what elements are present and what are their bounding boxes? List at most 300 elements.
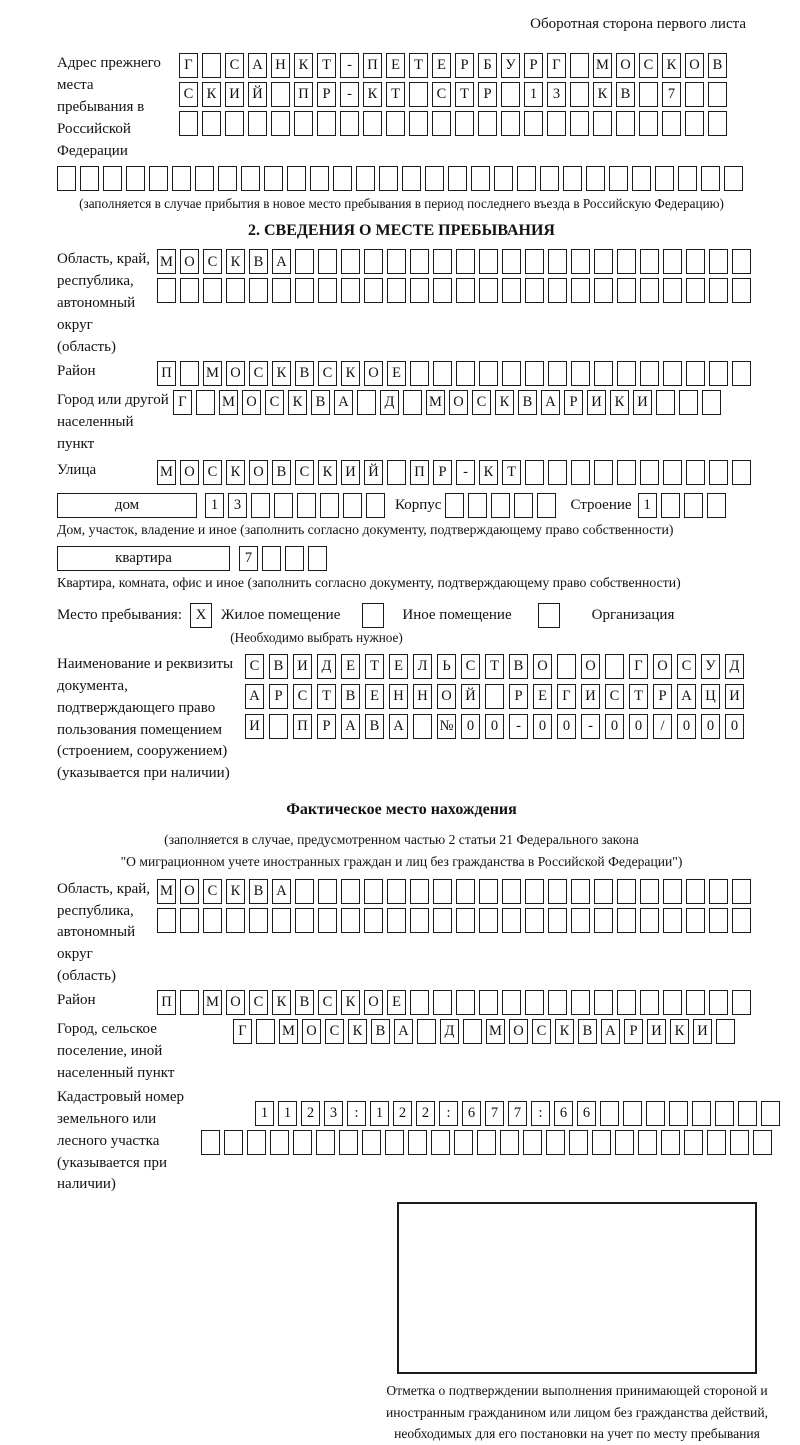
char-cell[interactable] <box>732 879 751 904</box>
char-cell[interactable]: Р <box>653 684 672 709</box>
char-cell[interactable]: 0 <box>461 714 480 739</box>
char-cell[interactable]: Т <box>502 460 521 485</box>
char-cell[interactable]: 0 <box>677 714 696 739</box>
char-cell[interactable] <box>297 493 316 518</box>
char-cell[interactable] <box>433 249 452 274</box>
char-cell[interactable] <box>218 166 237 191</box>
char-cell[interactable]: 7 <box>485 1101 504 1126</box>
char-cell[interactable]: О <box>180 460 199 485</box>
char-cell[interactable]: К <box>226 460 245 485</box>
char-cell[interactable] <box>594 249 613 274</box>
char-cell[interactable]: Е <box>432 53 451 78</box>
char-cell[interactable] <box>410 249 429 274</box>
char-cell[interactable] <box>663 249 682 274</box>
char-cell[interactable] <box>557 654 576 679</box>
char-cell[interactable]: - <box>509 714 528 739</box>
char-cell[interactable] <box>686 361 705 386</box>
char-cell[interactable]: 1 <box>638 493 657 518</box>
char-cell[interactable] <box>525 249 544 274</box>
char-cell[interactable]: П <box>410 460 429 485</box>
char-cell[interactable] <box>468 493 487 518</box>
char-cell[interactable]: - <box>340 53 359 78</box>
char-cell[interactable]: И <box>293 654 312 679</box>
char-cell[interactable] <box>448 166 467 191</box>
char-cell[interactable]: М <box>279 1019 298 1044</box>
char-cell[interactable]: Т <box>386 82 405 107</box>
char-cell[interactable]: П <box>293 714 312 739</box>
char-cell[interactable] <box>686 249 705 274</box>
char-cell[interactable]: В <box>295 361 314 386</box>
char-cell[interactable] <box>684 493 703 518</box>
char-cell[interactable] <box>638 1130 657 1155</box>
char-cell[interactable]: С <box>295 460 314 485</box>
char-cell[interactable]: В <box>708 53 727 78</box>
char-cell[interactable]: П <box>363 53 382 78</box>
char-cell[interactable]: О <box>533 654 552 679</box>
char-cell[interactable] <box>180 908 199 933</box>
char-cell[interactable]: М <box>219 390 238 415</box>
char-cell[interactable]: Д <box>725 654 744 679</box>
char-cell[interactable] <box>456 990 475 1015</box>
char-cell[interactable] <box>525 278 544 303</box>
char-cell[interactable]: К <box>610 390 629 415</box>
char-cell[interactable] <box>433 908 452 933</box>
char-cell[interactable] <box>364 249 383 274</box>
char-cell[interactable]: Е <box>365 684 384 709</box>
char-cell[interactable]: О <box>616 53 635 78</box>
char-cell[interactable] <box>684 1130 703 1155</box>
char-cell[interactable] <box>640 879 659 904</box>
char-cell[interactable]: В <box>578 1019 597 1044</box>
char-cell[interactable] <box>356 166 375 191</box>
char-cell[interactable]: М <box>486 1019 505 1044</box>
char-cell[interactable] <box>715 1101 734 1126</box>
char-cell[interactable] <box>732 990 751 1015</box>
checkbox-inoe[interactable] <box>362 603 384 628</box>
char-cell[interactable] <box>685 111 704 136</box>
char-cell[interactable] <box>226 908 245 933</box>
char-cell[interactable]: Г <box>629 654 648 679</box>
char-cell[interactable] <box>709 990 728 1015</box>
char-cell[interactable]: П <box>157 990 176 1015</box>
char-cell[interactable] <box>594 278 613 303</box>
char-cell[interactable] <box>293 1130 312 1155</box>
char-cell[interactable]: В <box>365 714 384 739</box>
char-cell[interactable]: Б <box>478 53 497 78</box>
char-cell[interactable] <box>669 1101 688 1126</box>
char-cell[interactable] <box>285 546 304 571</box>
char-cell[interactable]: Т <box>317 53 336 78</box>
char-cell[interactable]: 1 <box>255 1101 274 1126</box>
char-cell[interactable] <box>318 278 337 303</box>
char-cell[interactable]: В <box>249 879 268 904</box>
char-cell[interactable]: И <box>245 714 264 739</box>
char-cell[interactable]: 0 <box>629 714 648 739</box>
char-cell[interactable]: 0 <box>725 714 744 739</box>
char-cell[interactable]: Д <box>380 390 399 415</box>
char-cell[interactable] <box>339 1130 358 1155</box>
char-cell[interactable] <box>471 166 490 191</box>
char-cell[interactable] <box>202 53 221 78</box>
char-cell[interactable] <box>456 249 475 274</box>
char-cell[interactable] <box>632 166 651 191</box>
char-cell[interactable] <box>479 990 498 1015</box>
char-cell[interactable]: Т <box>365 654 384 679</box>
char-cell[interactable] <box>341 249 360 274</box>
char-cell[interactable] <box>686 990 705 1015</box>
char-cell[interactable]: С <box>245 654 264 679</box>
char-cell[interactable] <box>716 1019 735 1044</box>
char-cell[interactable] <box>409 82 428 107</box>
char-cell[interactable] <box>571 990 590 1015</box>
char-cell[interactable] <box>362 1130 381 1155</box>
char-cell[interactable] <box>501 82 520 107</box>
char-cell[interactable]: Д <box>317 654 336 679</box>
char-cell[interactable] <box>485 684 504 709</box>
char-cell[interactable] <box>708 111 727 136</box>
char-cell[interactable] <box>249 278 268 303</box>
char-cell[interactable]: О <box>685 53 704 78</box>
char-cell[interactable]: И <box>587 390 606 415</box>
char-cell[interactable]: В <box>341 684 360 709</box>
char-cell[interactable] <box>594 908 613 933</box>
char-cell[interactable] <box>357 390 376 415</box>
char-cell[interactable]: П <box>294 82 313 107</box>
char-cell[interactable] <box>272 278 291 303</box>
char-cell[interactable]: А <box>334 390 353 415</box>
char-cell[interactable] <box>195 166 214 191</box>
char-cell[interactable] <box>479 879 498 904</box>
char-cell[interactable] <box>514 493 533 518</box>
char-cell[interactable]: И <box>225 82 244 107</box>
char-cell[interactable] <box>525 460 544 485</box>
char-cell[interactable] <box>738 1101 757 1126</box>
char-cell[interactable] <box>226 278 245 303</box>
char-cell[interactable]: В <box>295 990 314 1015</box>
char-cell[interactable]: В <box>311 390 330 415</box>
char-cell[interactable] <box>623 1101 642 1126</box>
char-cell[interactable] <box>456 908 475 933</box>
char-cell[interactable] <box>341 908 360 933</box>
char-cell[interactable] <box>247 1130 266 1155</box>
char-cell[interactable] <box>251 493 270 518</box>
char-cell[interactable]: Т <box>409 53 428 78</box>
char-cell[interactable]: К <box>226 879 245 904</box>
char-cell[interactable] <box>586 166 605 191</box>
char-cell[interactable] <box>479 249 498 274</box>
char-cell[interactable] <box>701 166 720 191</box>
char-cell[interactable]: Р <box>433 460 452 485</box>
char-cell[interactable] <box>656 390 675 415</box>
char-cell[interactable]: 2 <box>416 1101 435 1126</box>
char-cell[interactable]: Р <box>317 714 336 739</box>
char-cell[interactable]: С <box>677 654 696 679</box>
char-cell[interactable] <box>709 278 728 303</box>
char-cell[interactable]: Т <box>317 684 336 709</box>
char-cell[interactable] <box>709 879 728 904</box>
char-cell[interactable] <box>547 111 566 136</box>
char-cell[interactable] <box>363 111 382 136</box>
char-cell[interactable] <box>262 546 281 571</box>
char-cell[interactable] <box>663 990 682 1015</box>
char-cell[interactable] <box>686 908 705 933</box>
char-cell[interactable] <box>433 361 452 386</box>
char-cell[interactable] <box>364 278 383 303</box>
char-cell[interactable]: О <box>242 390 261 415</box>
char-cell[interactable] <box>692 1101 711 1126</box>
char-cell[interactable]: - <box>581 714 600 739</box>
char-cell[interactable] <box>570 82 589 107</box>
char-cell[interactable] <box>333 166 352 191</box>
char-cell[interactable] <box>732 460 751 485</box>
char-cell[interactable] <box>157 908 176 933</box>
char-cell[interactable] <box>663 908 682 933</box>
char-cell[interactable] <box>661 493 680 518</box>
char-cell[interactable]: У <box>701 654 720 679</box>
char-cell[interactable]: Р <box>269 684 288 709</box>
char-cell[interactable]: Р <box>509 684 528 709</box>
char-cell[interactable] <box>409 111 428 136</box>
char-cell[interactable] <box>548 460 567 485</box>
char-cell[interactable] <box>571 879 590 904</box>
char-cell[interactable]: Г <box>233 1019 252 1044</box>
char-cell[interactable]: М <box>593 53 612 78</box>
char-cell[interactable] <box>320 493 339 518</box>
char-cell[interactable] <box>548 249 567 274</box>
char-cell[interactable]: О <box>249 460 268 485</box>
char-cell[interactable]: Е <box>389 654 408 679</box>
char-cell[interactable] <box>287 166 306 191</box>
char-cell[interactable] <box>203 278 222 303</box>
char-cell[interactable]: А <box>245 684 264 709</box>
char-cell[interactable]: К <box>341 361 360 386</box>
char-cell[interactable] <box>479 908 498 933</box>
char-cell[interactable] <box>410 990 429 1015</box>
char-cell[interactable]: Г <box>179 53 198 78</box>
char-cell[interactable] <box>180 361 199 386</box>
char-cell[interactable] <box>478 111 497 136</box>
char-cell[interactable] <box>502 361 521 386</box>
char-cell[interactable]: 1 <box>205 493 224 518</box>
char-cell[interactable]: Ь <box>437 654 456 679</box>
char-cell[interactable] <box>663 879 682 904</box>
char-cell[interactable]: И <box>581 684 600 709</box>
char-cell[interactable] <box>294 111 313 136</box>
char-cell[interactable]: 3 <box>228 493 247 518</box>
char-cell[interactable]: М <box>157 249 176 274</box>
char-cell[interactable]: № <box>437 714 456 739</box>
char-cell[interactable]: В <box>509 654 528 679</box>
char-cell[interactable] <box>617 460 636 485</box>
char-cell[interactable] <box>525 361 544 386</box>
char-cell[interactable] <box>341 278 360 303</box>
char-cell[interactable]: К <box>363 82 382 107</box>
char-cell[interactable] <box>269 714 288 739</box>
char-cell[interactable] <box>410 879 429 904</box>
char-cell[interactable] <box>686 278 705 303</box>
char-cell[interactable]: 0 <box>557 714 576 739</box>
char-cell[interactable] <box>318 879 337 904</box>
char-cell[interactable]: А <box>248 53 267 78</box>
char-cell[interactable]: И <box>693 1019 712 1044</box>
char-cell[interactable] <box>149 166 168 191</box>
char-cell[interactable] <box>248 111 267 136</box>
char-cell[interactable] <box>316 1130 335 1155</box>
char-cell[interactable]: 2 <box>393 1101 412 1126</box>
char-cell[interactable] <box>425 166 444 191</box>
char-cell[interactable] <box>408 1130 427 1155</box>
char-cell[interactable]: К <box>272 361 291 386</box>
char-cell[interactable] <box>502 908 521 933</box>
char-cell[interactable]: 1 <box>370 1101 389 1126</box>
char-cell[interactable]: С <box>639 53 658 78</box>
char-cell[interactable] <box>646 1101 665 1126</box>
char-cell[interactable]: 3 <box>324 1101 343 1126</box>
char-cell[interactable]: Е <box>533 684 552 709</box>
char-cell[interactable]: С <box>532 1019 551 1044</box>
char-cell[interactable] <box>455 111 474 136</box>
char-cell[interactable] <box>679 390 698 415</box>
char-cell[interactable]: С <box>472 390 491 415</box>
char-cell[interactable] <box>523 1130 542 1155</box>
char-cell[interactable] <box>318 249 337 274</box>
char-cell[interactable]: К <box>670 1019 689 1044</box>
char-cell[interactable] <box>709 361 728 386</box>
char-cell[interactable] <box>249 908 268 933</box>
char-cell[interactable] <box>640 990 659 1015</box>
char-cell[interactable]: 2 <box>301 1101 320 1126</box>
char-cell[interactable] <box>445 493 464 518</box>
char-cell[interactable] <box>341 879 360 904</box>
char-cell[interactable]: О <box>509 1019 528 1044</box>
char-cell[interactable] <box>387 908 406 933</box>
char-cell[interactable]: К <box>495 390 514 415</box>
char-cell[interactable]: С <box>318 361 337 386</box>
char-cell[interactable]: Т <box>455 82 474 107</box>
char-cell[interactable] <box>617 278 636 303</box>
char-cell[interactable] <box>640 249 659 274</box>
char-cell[interactable]: С <box>265 390 284 415</box>
char-cell[interactable]: А <box>601 1019 620 1044</box>
char-cell[interactable] <box>126 166 145 191</box>
char-cell[interactable]: А <box>389 714 408 739</box>
char-cell[interactable]: Й <box>461 684 480 709</box>
char-cell[interactable] <box>379 166 398 191</box>
char-cell[interactable] <box>617 249 636 274</box>
char-cell[interactable] <box>686 879 705 904</box>
char-cell[interactable] <box>57 166 76 191</box>
char-cell[interactable] <box>364 879 383 904</box>
checkbox-zhiloe[interactable]: X <box>190 603 212 628</box>
char-cell[interactable]: К <box>288 390 307 415</box>
char-cell[interactable]: : <box>531 1101 550 1126</box>
char-cell[interactable]: / <box>653 714 672 739</box>
char-cell[interactable] <box>592 1130 611 1155</box>
char-cell[interactable] <box>295 278 314 303</box>
char-cell[interactable]: С <box>432 82 451 107</box>
char-cell[interactable] <box>617 879 636 904</box>
char-cell[interactable]: Ц <box>701 684 720 709</box>
char-cell[interactable]: Р <box>478 82 497 107</box>
char-cell[interactable] <box>410 278 429 303</box>
char-cell[interactable] <box>663 361 682 386</box>
char-cell[interactable]: С <box>203 249 222 274</box>
char-cell[interactable] <box>616 111 635 136</box>
char-cell[interactable] <box>594 460 613 485</box>
char-cell[interactable] <box>310 166 329 191</box>
char-cell[interactable]: М <box>203 361 222 386</box>
char-cell[interactable]: И <box>725 684 744 709</box>
char-cell[interactable] <box>456 278 475 303</box>
char-cell[interactable] <box>686 460 705 485</box>
char-cell[interactable]: В <box>269 654 288 679</box>
char-cell[interactable] <box>103 166 122 191</box>
char-cell[interactable] <box>709 249 728 274</box>
char-cell[interactable] <box>730 1130 749 1155</box>
char-cell[interactable] <box>270 1130 289 1155</box>
char-cell[interactable] <box>502 879 521 904</box>
char-cell[interactable] <box>707 1130 726 1155</box>
char-cell[interactable] <box>494 166 513 191</box>
char-cell[interactable]: И <box>633 390 652 415</box>
char-cell[interactable]: Р <box>624 1019 643 1044</box>
char-cell[interactable]: И <box>647 1019 666 1044</box>
char-cell[interactable]: 7 <box>662 82 681 107</box>
char-cell[interactable]: С <box>249 361 268 386</box>
char-cell[interactable]: О <box>364 990 383 1015</box>
char-cell[interactable] <box>241 166 260 191</box>
char-cell[interactable] <box>571 278 590 303</box>
char-cell[interactable]: К <box>318 460 337 485</box>
char-cell[interactable] <box>454 1130 473 1155</box>
char-cell[interactable] <box>732 278 751 303</box>
char-cell[interactable]: Й <box>248 82 267 107</box>
char-cell[interactable] <box>477 1130 496 1155</box>
char-cell[interactable]: О <box>180 879 199 904</box>
char-cell[interactable]: Д <box>440 1019 459 1044</box>
char-cell[interactable]: 1 <box>278 1101 297 1126</box>
char-cell[interactable] <box>387 879 406 904</box>
char-cell[interactable]: : <box>439 1101 458 1126</box>
char-cell[interactable] <box>548 908 567 933</box>
char-cell[interactable]: О <box>449 390 468 415</box>
char-cell[interactable] <box>546 1130 565 1155</box>
char-cell[interactable] <box>502 990 521 1015</box>
char-cell[interactable]: И <box>341 460 360 485</box>
char-cell[interactable] <box>525 990 544 1015</box>
char-cell[interactable]: А <box>541 390 560 415</box>
char-cell[interactable] <box>724 166 743 191</box>
char-cell[interactable]: Н <box>413 684 432 709</box>
char-cell[interactable]: О <box>364 361 383 386</box>
char-cell[interactable] <box>571 908 590 933</box>
char-cell[interactable] <box>702 390 721 415</box>
char-cell[interactable] <box>224 1130 243 1155</box>
char-cell[interactable] <box>569 1130 588 1155</box>
char-cell[interactable] <box>571 249 590 274</box>
char-cell[interactable] <box>548 879 567 904</box>
char-cell[interactable]: О <box>302 1019 321 1044</box>
char-cell[interactable] <box>639 111 658 136</box>
char-cell[interactable] <box>640 908 659 933</box>
char-cell[interactable] <box>295 249 314 274</box>
char-cell[interactable]: С <box>461 654 480 679</box>
char-cell[interactable]: Р <box>317 82 336 107</box>
char-cell[interactable] <box>196 390 215 415</box>
char-cell[interactable] <box>709 908 728 933</box>
char-cell[interactable] <box>271 111 290 136</box>
char-cell[interactable]: С <box>325 1019 344 1044</box>
